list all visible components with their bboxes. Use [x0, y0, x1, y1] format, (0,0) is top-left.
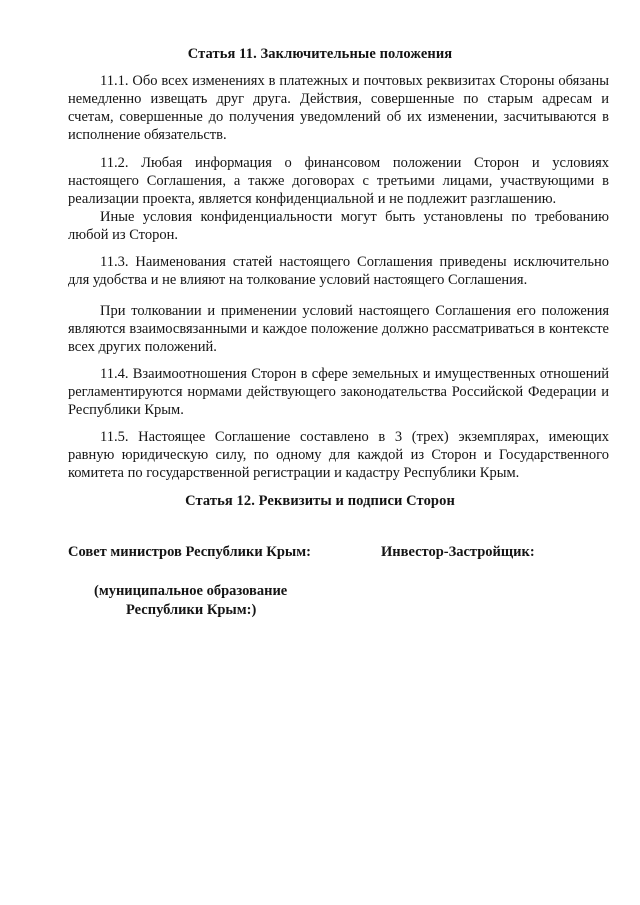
article-12-title: Статья 12. Реквизиты и подписи Сторон	[185, 493, 455, 509]
municipal-entity-line-2: Республики Крым:)	[126, 602, 257, 618]
municipal-entity-line-1: (муниципальное образование	[94, 583, 288, 599]
paragraph-11-3: 11.3. Наименования статей настоящего Соглашения приведены исключительно для удобства и не влияют на толкование условий настоящего Соглашения.	[68, 254, 609, 288]
signature-right-party: Инвестор-Застройщик:	[381, 544, 535, 560]
paragraph-11-5: 11.5. Настоящее Соглашение составлено в 3 (трех) экземплярах, имеющих равную юридическую силу, по одному для каждой из Сторон и Государственного комитета по государственной регистрации и кадастру Республики Крым.	[68, 429, 609, 481]
paragraph-11-3-interpretation: При толковании и применении условий настоящего Соглашения его положения являются взаимосвязанными и каждое положение должно рассматриваться в контексте всех других положений.	[68, 303, 609, 355]
signature-left-party: Совет министров Республики Крым:	[68, 544, 311, 560]
paragraph-11-2: 11.2. Любая информация о финансовом положении Сторон и условиях настоящего Соглашения, а также договорах с третьими лицами, участвующими в реализации проекта, является конфиденциальной и не подлежит разглашению.	[68, 155, 609, 207]
article-11-title: Статья 11. Заключительные положения	[187, 46, 453, 62]
paragraph-11-2-confidentiality: Иные условия конфиденциальности могут быть установлены по требованию любой из Сторон.	[68, 209, 609, 243]
paragraph-11-4: 11.4. Взаимоотношения Сторон в сфере земельных и имущественных отношений регламентируются нормами действующего законодательства Российской Федерации и Республики Крым.	[68, 366, 609, 418]
paragraph-11-1: 11.1. Обо всех изменениях в платежных и почтовых реквизитах Стороны обязаны немедленно извещать друг друга. Действия, совершенные по старым адресам и счетам, совершенные до получения уведомлений об их изменении, засчитываются в исполнение обязательств.	[68, 73, 609, 143]
